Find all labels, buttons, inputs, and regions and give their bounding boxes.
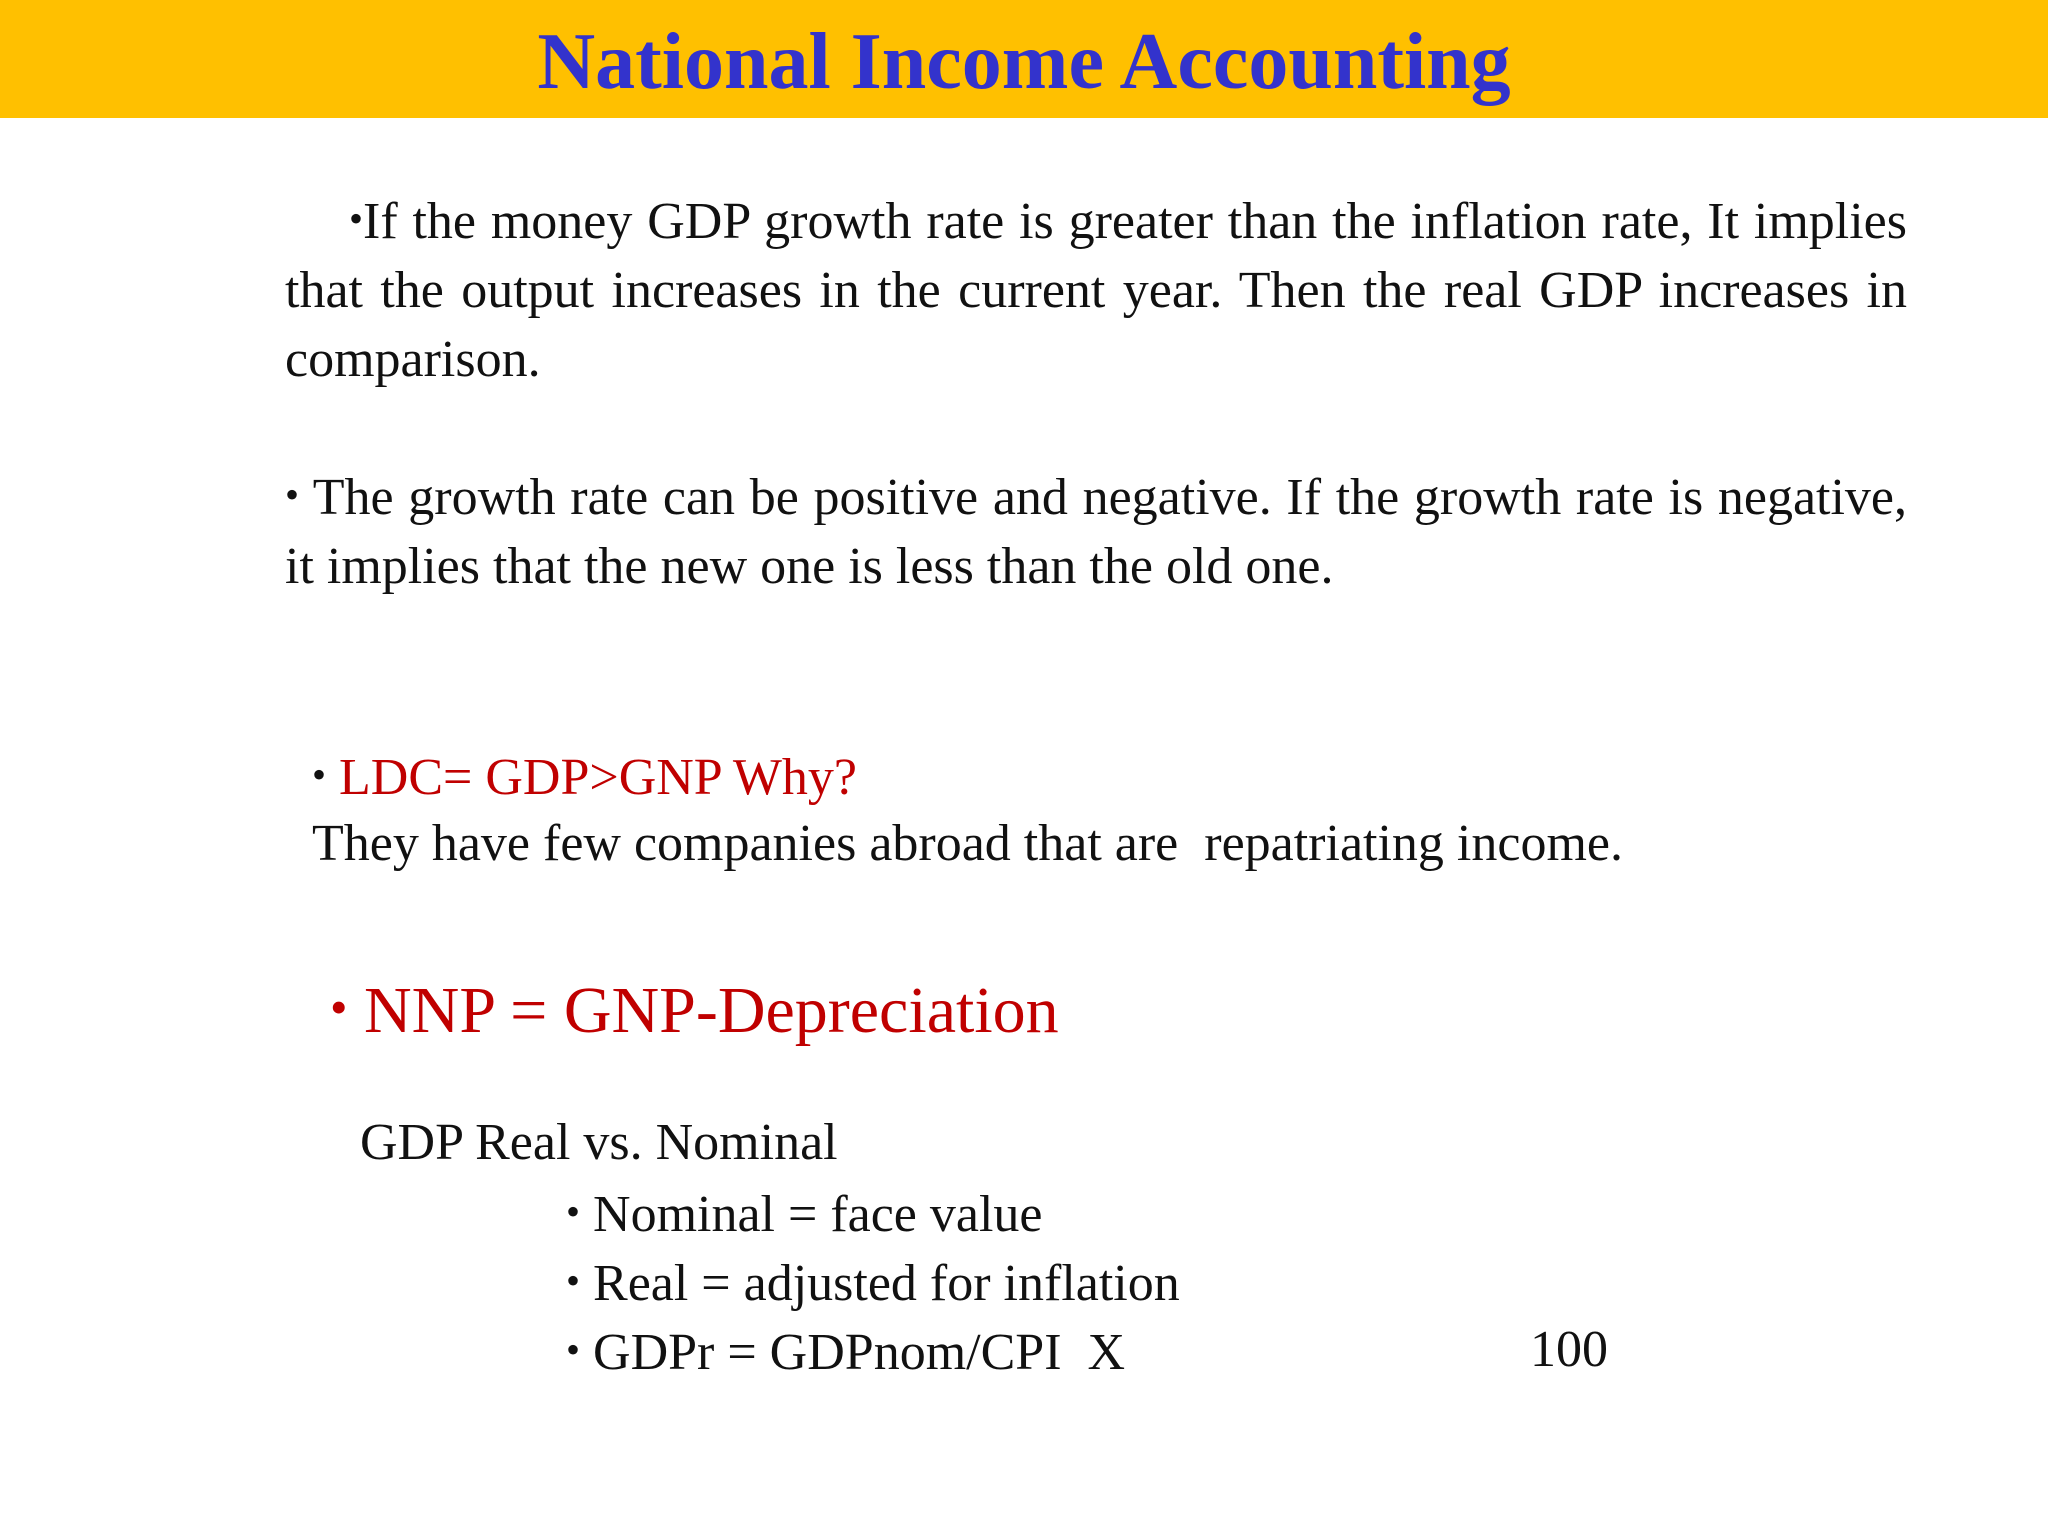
gdp-item-text: GDPr = GDPnom/CPI X [593, 1324, 1126, 1381]
bullet-icon: • [566, 1327, 581, 1372]
bullet-icon: • [566, 1258, 581, 1303]
nnp-formula: NNP = GNP-Depreciation [364, 974, 1059, 1047]
gdp-item-text: Nominal = face value [593, 1186, 1043, 1243]
ldc-question: LDC= GDP>GNP Why? [339, 749, 858, 806]
paragraph-money-gdp-text: If the money GDP growth rate is greater than the inflation rate, It implies that the output increases in the current year. Then the real GDP increases in comparison. [285, 193, 1907, 388]
paragraph-growth-rate [285, 460, 1907, 601]
gdp-item-real [566, 1246, 1180, 1318]
bullet-icon: • [349, 196, 364, 241]
ldc-question-line [312, 740, 857, 812]
gdp-multiplier: 100 [1530, 1321, 1608, 1378]
slide-title: National Income Accounting [537, 18, 1511, 106]
bullet-icon: • [330, 979, 348, 1035]
bullet-icon: • [566, 1189, 581, 1234]
gdp-item-text: Real = adjusted for inflation [593, 1255, 1180, 1312]
gdp-heading: GDP Real vs. Nominal [360, 1114, 838, 1171]
gdp-item-nominal [566, 1177, 1042, 1249]
paragraph-money-gdp [285, 184, 1907, 394]
bullet-icon: • [312, 752, 327, 797]
bullet-icon: • [285, 472, 300, 517]
gdp-item-formula [566, 1315, 1125, 1387]
ldc-explanation: They have few companies abroad that are repatriating income. [312, 815, 1623, 872]
nnp-formula-line [330, 967, 1059, 1051]
paragraph-growth-rate-text: The growth rate can be positive and negative. If the growth rate is negative, it implies that the new one is less than the old one. [285, 469, 1908, 595]
